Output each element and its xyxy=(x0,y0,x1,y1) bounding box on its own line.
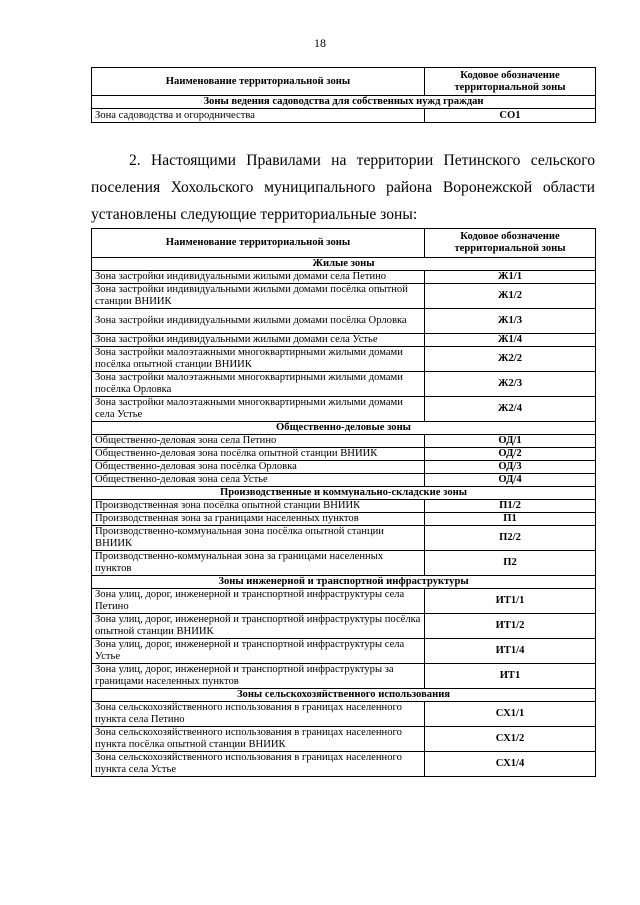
zone-code: Ж2/3 xyxy=(425,372,596,397)
header-zone-code: Кодовое обозначение территориальной зоны xyxy=(425,68,596,96)
zone-code: Ж1/1 xyxy=(425,271,596,284)
zone-code: ОД/3 xyxy=(425,461,596,474)
table-row xyxy=(92,500,596,513)
zone-code: Ж1/2 xyxy=(425,284,596,309)
zone-code: ИТ1 xyxy=(425,664,596,689)
zone-name: Общественно-деловая зона посёлка опытной станции ВНИИК xyxy=(92,448,425,461)
section-row xyxy=(92,689,596,702)
table-row xyxy=(92,334,596,347)
zone-name: Зона улиц, дорог, инженерной и транспортной инфраструктуры села Петино xyxy=(92,589,425,614)
zone-name: Зона садоводства и огородничества xyxy=(92,109,425,123)
zone-name: Общественно-деловая зона посёлка Орловка xyxy=(92,461,425,474)
zone-name: Зона сельскохозяйственного использования в границах населенного пункта посёлка опытной станции ВНИИК xyxy=(92,727,425,752)
table-row xyxy=(92,551,596,576)
table-row xyxy=(92,347,596,372)
zone-name: Зона улиц, дорог, инженерной и транспортной инфраструктуры посёлка опытной станции ВНИИК xyxy=(92,614,425,639)
zone-code: ИТ1/4 xyxy=(425,639,596,664)
section-title: Производственные и коммунально-складские зоны xyxy=(92,487,596,500)
zone-name: Зона застройки индивидуальными жилыми домами посёлка опытной станции ВНИИК xyxy=(92,284,425,309)
zone-table-main xyxy=(91,228,596,777)
header-zone-name: Наименование территориальной зоны xyxy=(92,68,425,96)
zone-name: Общественно-деловая зона села Устье xyxy=(92,474,425,487)
table-row xyxy=(92,461,596,474)
zone-code: СХ1/1 xyxy=(425,702,596,727)
section-row xyxy=(92,487,596,500)
zone-name: Производственная зона за границами населенных пунктов xyxy=(92,513,425,526)
table-row xyxy=(92,727,596,752)
table-row xyxy=(92,309,596,334)
table-row xyxy=(92,271,596,284)
zone-name: Производственно-коммунальная зона за границами населенных пунктов xyxy=(92,551,425,576)
zone-name: Производственная зона посёлка опытной станции ВНИИК xyxy=(92,500,425,513)
table-row xyxy=(92,284,596,309)
zone-code: П2 xyxy=(425,551,596,576)
zone-name: Зона застройки индивидуальными жилыми домами села Петино xyxy=(92,271,425,284)
table-row xyxy=(92,448,596,461)
zone-code: П1 xyxy=(425,513,596,526)
zone-name: Зона застройки малоэтажными многоквартирными жилыми домами села Устье xyxy=(92,397,425,422)
zone-table-gardening xyxy=(91,67,596,123)
section-title: Общественно-деловые зоны xyxy=(92,422,596,435)
paragraph-line: поселения Хохольского муниципального района Воронежской области xyxy=(91,179,595,196)
section-row xyxy=(92,576,596,589)
table-header-row xyxy=(92,229,596,258)
zone-name: Зона сельскохозяйственного использования в границах населенного пункта села Устье xyxy=(92,752,425,777)
zone-name: Зона застройки малоэтажными многоквартирными жилыми домами посёлка опытной станции ВНИИК xyxy=(92,347,425,372)
section-row xyxy=(92,258,596,271)
zone-name: Зона улиц, дорог, инженерной и транспортной инфраструктуры села Устье xyxy=(92,639,425,664)
zone-name: Зона улиц, дорог, инженерной и транспортной инфраструктуры за границами населенных пунктов xyxy=(92,664,425,689)
table-row xyxy=(92,702,596,727)
zone-code: П1/2 xyxy=(425,500,596,513)
zone-code: Ж1/3 xyxy=(425,309,596,334)
table-body xyxy=(92,258,596,777)
zone-code: ИТ1/2 xyxy=(425,614,596,639)
zone-code: ОД/2 xyxy=(425,448,596,461)
zone-code: ОД/1 xyxy=(425,435,596,448)
zone-code: Ж1/4 xyxy=(425,334,596,347)
section-title: Зоны сельскохозяйственного использования xyxy=(92,689,596,702)
table-row xyxy=(92,639,596,664)
zone-code: СХ1/2 xyxy=(425,727,596,752)
section-title: Зоны инженерной и транспортной инфраструктуры xyxy=(92,576,596,589)
zone-name: Общественно-деловая зона села Петино xyxy=(92,435,425,448)
table-row xyxy=(92,614,596,639)
zone-name: Зона сельскохозяйственного использования в границах населенного пункта села Петино xyxy=(92,702,425,727)
body-paragraph xyxy=(91,147,595,228)
table-row xyxy=(92,589,596,614)
table-row xyxy=(92,372,596,397)
section-row xyxy=(92,422,596,435)
page-number: 18 xyxy=(314,36,326,50)
section-title: Жилые зоны xyxy=(92,258,596,271)
header-zone-name: Наименование территориальной зоны xyxy=(92,229,425,258)
table-row xyxy=(92,109,596,123)
zone-code: Ж2/2 xyxy=(425,347,596,372)
table-row xyxy=(92,664,596,689)
table-row xyxy=(92,526,596,551)
zone-name: Зона застройки малоэтажными многоквартирными жилыми домами посёлка Орловка xyxy=(92,372,425,397)
zone-code: СХ1/4 xyxy=(425,752,596,777)
table-row xyxy=(92,474,596,487)
section-row xyxy=(92,96,596,109)
table-row xyxy=(92,752,596,777)
paragraph-line: установлены следующие территориальные зоны: xyxy=(91,206,418,223)
zone-code: СО1 xyxy=(425,109,596,123)
zone-code: ОД/4 xyxy=(425,474,596,487)
zone-name: Производственно-коммунальная зона посёлка опытной станции ВНИИК xyxy=(92,526,425,551)
table-row xyxy=(92,397,596,422)
section-title: Зоны ведения садоводства для собственных нужд граждан xyxy=(92,96,596,109)
zone-code: П2/2 xyxy=(425,526,596,551)
table-row xyxy=(92,435,596,448)
zone-name: Зона застройки индивидуальными жилыми домами села Устье xyxy=(92,334,425,347)
header-zone-code: Кодовое обозначение территориальной зоны xyxy=(425,229,596,258)
zone-code: Ж2/4 xyxy=(425,397,596,422)
table-row xyxy=(92,513,596,526)
paragraph-line: 2. Настоящими Правилами на территории Петинского сельского xyxy=(129,152,595,169)
zone-code: ИТ1/1 xyxy=(425,589,596,614)
table-header-row xyxy=(92,68,596,96)
zone-name: Зона застройки индивидуальными жилыми домами посёлка Орловка xyxy=(92,309,425,334)
